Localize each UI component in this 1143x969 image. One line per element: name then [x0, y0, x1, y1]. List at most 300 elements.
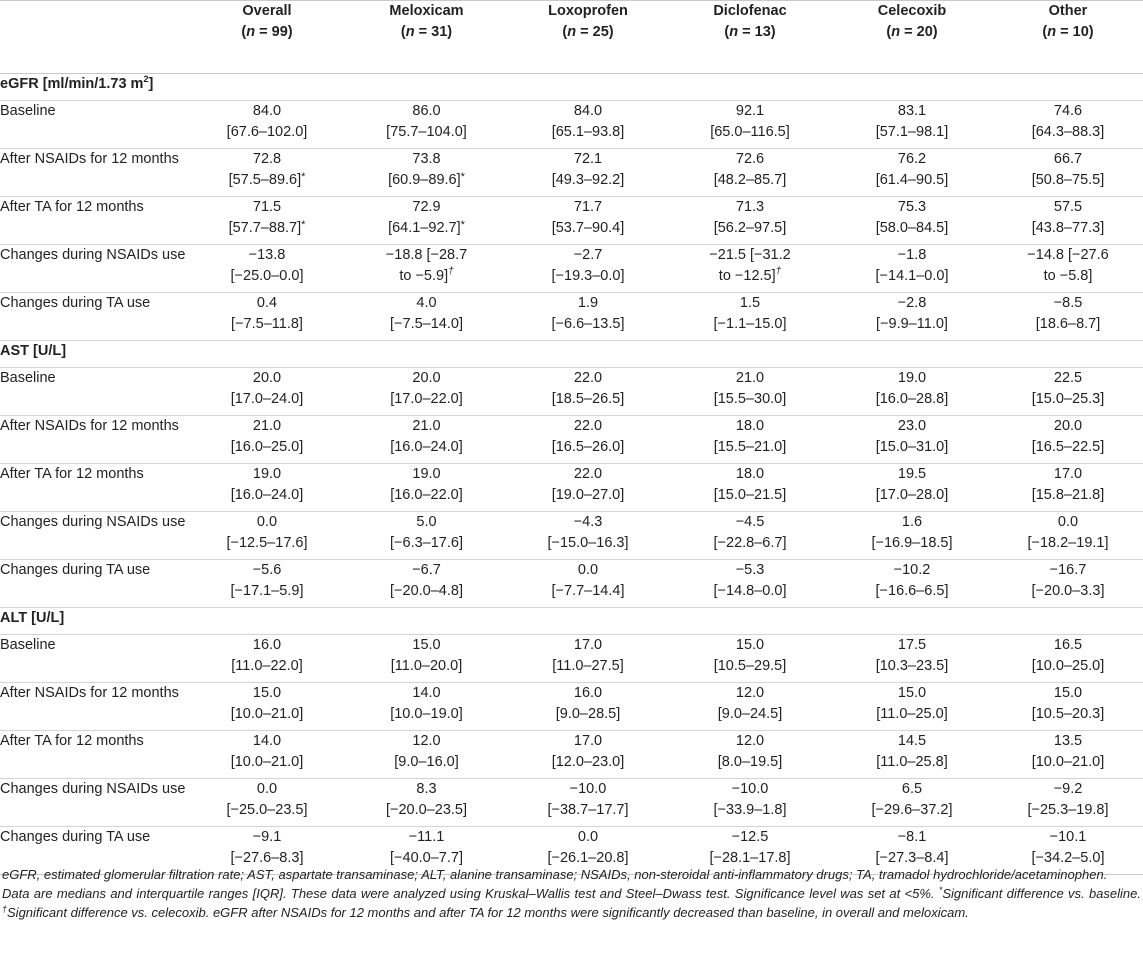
cell-median: 19.0	[412, 466, 441, 482]
table-cell	[993, 512, 1143, 560]
n-label: n	[567, 24, 577, 40]
cell-median: 72.9	[412, 199, 441, 215]
cell-median: 15.0	[897, 685, 927, 701]
table-row	[0, 197, 1143, 245]
cell-median: −13.8	[248, 247, 286, 263]
cell-median: −10.0	[569, 781, 607, 797]
cell-range: [−38.7–17.7]	[547, 802, 629, 818]
cell-median: 12.0	[412, 733, 441, 749]
cell-range: [16.0–24.0]	[230, 487, 304, 503]
table-cell	[346, 635, 507, 683]
cell-median: −6.7	[412, 562, 441, 578]
cell-range: [−7.7–14.4]	[551, 583, 625, 599]
table-cell	[669, 197, 831, 245]
table-cell	[669, 293, 831, 341]
table-cell	[993, 779, 1143, 827]
cell-median: 17.0	[573, 637, 603, 653]
footnote-star-text: Significant difference vs. baseline.	[942, 886, 1141, 901]
column-name: Loxoprofen	[548, 3, 628, 19]
cell-range: [−19.3–0.0]	[551, 268, 625, 284]
table-cell	[669, 101, 831, 149]
table-cell	[188, 512, 346, 560]
cell-median: −2.7	[573, 247, 603, 263]
section-title	[0, 608, 1143, 635]
cell-median: 19.0	[897, 370, 927, 386]
cell-range: to −5.9]	[399, 268, 449, 284]
column-header: Celecoxib (n = 20)	[831, 1, 993, 74]
cell-range: [−1.1–15.0]	[713, 316, 787, 332]
cell-median: −1.8	[897, 247, 927, 263]
cell-range: [−20.0–23.5]	[385, 802, 468, 818]
cell-median: 15.0	[1053, 685, 1083, 701]
cell-median: 1.6	[901, 514, 923, 530]
cell-median: 8.3	[416, 781, 437, 797]
row-label: After NSAIDs for 12 months	[0, 149, 188, 197]
table-cell	[831, 149, 993, 197]
cell-median: 84.0	[252, 103, 282, 119]
cell-range: [57.1–98.1]	[875, 124, 949, 140]
row-label: Changes during NSAIDs use	[0, 245, 188, 293]
cell-range: [16.0–22.0]	[390, 487, 463, 503]
cell-median: 16.5	[1053, 637, 1083, 653]
row-label: Changes during NSAIDs use	[0, 512, 188, 560]
cell-range: [8.0–19.5]	[717, 754, 783, 770]
cell-median: 0.0	[256, 514, 278, 530]
table-cell	[507, 245, 669, 293]
cell-median: 16.0	[252, 637, 282, 653]
table-cell	[669, 464, 831, 512]
section-title-text: ALT [U/L]	[0, 610, 65, 626]
cell-range: [16.0–24.0]	[390, 439, 463, 455]
cell-median: 22.5	[1053, 370, 1083, 386]
cell-range: [65.0–116.5]	[710, 124, 790, 140]
cell-range: [16.5–26.0]	[551, 439, 625, 455]
cell-median: −11.1	[408, 829, 445, 845]
cell-range: [15.5–30.0]	[713, 391, 787, 407]
cell-median: 0.4	[256, 295, 278, 311]
table-cell	[346, 512, 507, 560]
table-cell	[346, 416, 507, 464]
cell-median: 22.0	[573, 370, 603, 386]
column-name: Meloxicam	[389, 3, 464, 19]
column-name: Overall	[242, 3, 292, 19]
table-cell	[507, 368, 669, 416]
cell-range: [10.0–19.0]	[390, 706, 463, 722]
cell-range: [18.5–26.5]	[551, 391, 625, 407]
table-footnotes	[2, 865, 1141, 922]
cell-range: [57.5–89.6]	[228, 172, 302, 188]
table-cell	[831, 731, 993, 779]
significance-mark: *	[460, 219, 465, 231]
table-cell	[346, 779, 507, 827]
row-label: Changes during NSAIDs use	[0, 779, 188, 827]
cell-range: [−15.0–16.3]	[547, 535, 629, 551]
table-cell	[507, 635, 669, 683]
cell-median: 23.0	[897, 418, 927, 434]
cell-range: [10.5–29.5]	[713, 658, 787, 674]
cell-median: −2.8	[897, 295, 927, 311]
table-row	[0, 149, 1143, 197]
cell-median: −9.2	[1053, 781, 1083, 797]
table-cell	[188, 197, 346, 245]
cell-median: 71.7	[573, 199, 603, 215]
column-header: Overall (n = 99)	[188, 1, 346, 74]
n-label: n	[405, 24, 415, 40]
cell-range: [−9.9–11.0]	[876, 316, 948, 332]
cell-median: 17.5	[897, 637, 927, 653]
cell-range: [16.5–22.5]	[1031, 439, 1105, 455]
column-header: Loxoprofen (n = 25)	[507, 1, 669, 74]
row-label: After NSAIDs for 12 months	[0, 683, 188, 731]
section-title	[0, 74, 1143, 101]
table-row	[0, 731, 1143, 779]
column-n: 31	[431, 24, 448, 40]
table-cell	[507, 779, 669, 827]
cell-median: −5.3	[735, 562, 765, 578]
cell-range: [−25.0–23.5]	[226, 802, 308, 818]
cell-median: −8.5	[1053, 295, 1083, 311]
section-title	[0, 341, 1143, 368]
cell-median: 17.0	[573, 733, 603, 749]
table-cell	[669, 779, 831, 827]
cell-range: [−20.0–3.3]	[1031, 583, 1105, 599]
column-n: 99	[271, 24, 288, 40]
cell-median: 20.0	[412, 370, 441, 386]
cell-range: [−33.9–1.8]	[713, 802, 787, 818]
cell-median: −10.2	[893, 562, 931, 578]
cell-median: −5.6	[252, 562, 282, 578]
cell-range: [11.0–25.0]	[876, 706, 948, 722]
table-cell	[507, 683, 669, 731]
table-cell	[993, 416, 1143, 464]
table-cell	[993, 683, 1143, 731]
cell-median: 1.9	[577, 295, 599, 311]
table-cell	[507, 293, 669, 341]
cell-range: [−6.3–17.6]	[390, 535, 463, 551]
table-cell	[993, 560, 1143, 608]
cell-range: [11.0–22.0]	[231, 658, 303, 674]
cell-range: [−7.5–11.8]	[231, 316, 303, 332]
table-cell	[831, 560, 993, 608]
table-cell	[188, 560, 346, 608]
cell-median: 66.7	[1053, 151, 1083, 167]
table-cell	[831, 464, 993, 512]
cell-median: 0.0	[256, 781, 278, 797]
cell-range: [56.2–97.5]	[713, 220, 787, 236]
cell-median: 16.0	[573, 685, 603, 701]
table-cell	[993, 149, 1143, 197]
table-cell	[346, 683, 507, 731]
cell-range: [10.0–21.0]	[230, 706, 304, 722]
significance-mark: *	[460, 171, 465, 183]
cell-range: [53.7–90.4]	[551, 220, 625, 236]
table-cell	[831, 512, 993, 560]
cell-median: 14.0	[252, 733, 282, 749]
table-cell	[669, 683, 831, 731]
cell-median: 72.6	[735, 151, 765, 167]
cell-range: [9.0–28.5]	[555, 706, 621, 722]
cell-median: −4.5	[735, 514, 765, 530]
section-title-text: AST [U/L]	[0, 343, 67, 359]
cell-median: −10.1	[1049, 829, 1087, 845]
cell-median: 22.0	[573, 418, 603, 434]
cell-median: 74.6	[1053, 103, 1083, 119]
cell-range: [17.0–22.0]	[390, 391, 463, 407]
table-cell	[831, 779, 993, 827]
cell-range: [17.0–28.0]	[875, 487, 949, 503]
cell-median: −18.8 [−28.7	[385, 247, 468, 263]
table-cell	[188, 635, 346, 683]
table-cell	[831, 245, 993, 293]
table-cell	[188, 779, 346, 827]
row-label: Changes during TA use	[0, 293, 188, 341]
table-row	[0, 416, 1143, 464]
table-cell	[346, 464, 507, 512]
table-cell	[507, 560, 669, 608]
header-blank	[0, 1, 188, 74]
column-n: 10	[1072, 24, 1089, 40]
table-cell	[669, 560, 831, 608]
cell-range: [15.0–31.0]	[875, 439, 949, 455]
cell-range: [43.8–77.3]	[1031, 220, 1105, 236]
table-cell	[993, 368, 1143, 416]
table-cell	[507, 416, 669, 464]
cell-range: [10.3–23.5]	[875, 658, 949, 674]
cell-median: 20.0	[1053, 418, 1083, 434]
cell-median: −10.0	[731, 781, 769, 797]
cell-median: −14.8 [−27.6	[1027, 247, 1109, 263]
cell-range: [10.0–21.0]	[1031, 754, 1105, 770]
footnote-method: Data are medians and interquartile ranges [IQR]. These data were analyzed using Kruskal–Wallis test and Steel–Dwass test. Significance level was set at <5%.	[2, 886, 939, 901]
cell-range: [10.0–25.0]	[1031, 658, 1105, 674]
cell-median: 21.0	[412, 418, 441, 434]
cell-range: [−17.1–5.9]	[230, 583, 304, 599]
column-name: Other	[1048, 3, 1088, 19]
table-row	[0, 245, 1143, 293]
table-cell	[507, 512, 669, 560]
table-body	[0, 74, 1143, 875]
row-label: Baseline	[0, 635, 188, 683]
table-cell	[669, 245, 831, 293]
table-row	[0, 683, 1143, 731]
cell-median: 19.0	[252, 466, 282, 482]
cell-median: 92.1	[735, 103, 765, 119]
column-header: Other (n = 10)	[993, 1, 1143, 74]
table-cell	[669, 149, 831, 197]
cell-range: [65.1–93.8]	[551, 124, 625, 140]
cell-median: 17.0	[1053, 466, 1083, 482]
table-cell	[993, 464, 1143, 512]
cell-median: −4.3	[573, 514, 603, 530]
cell-median: 86.0	[412, 103, 441, 119]
cell-range: [57.7–88.7]	[228, 220, 302, 236]
cell-range: [−16.6–6.5]	[875, 583, 949, 599]
header-row	[0, 1, 1143, 74]
table-cell	[188, 293, 346, 341]
cell-range: [75.7–104.0]	[386, 124, 467, 140]
cell-median: 13.5	[1053, 733, 1083, 749]
cell-median: 4.0	[416, 295, 437, 311]
cell-range: [−12.5–17.6]	[226, 535, 308, 551]
section-title-end: ]	[148, 76, 154, 92]
cell-median: 20.0	[252, 370, 282, 386]
cell-median: 21.0	[252, 418, 282, 434]
table-cell	[669, 416, 831, 464]
cell-median: 14.0	[412, 685, 441, 701]
table-cell	[188, 731, 346, 779]
row-label: After NSAIDs for 12 months	[0, 416, 188, 464]
cell-range: [11.0–25.8]	[876, 754, 948, 770]
table-row	[0, 512, 1143, 560]
table-cell	[346, 149, 507, 197]
cell-range: [15.5–21.0]	[713, 439, 787, 455]
cell-range: [−6.6–13.5]	[551, 316, 625, 332]
cell-range: [9.0–16.0]	[394, 754, 459, 770]
cell-range: [−14.1–0.0]	[875, 268, 949, 284]
cell-median: 14.5	[897, 733, 927, 749]
section-title-text: eGFR [ml/min/1.73 m	[0, 76, 144, 92]
cell-range: [50.8–75.5]	[1031, 172, 1105, 188]
cell-range: [−20.0–4.8]	[390, 583, 463, 599]
table-cell	[346, 101, 507, 149]
cell-median: 73.8	[412, 151, 441, 167]
cell-median: 18.0	[735, 418, 765, 434]
row-label: After TA for 12 months	[0, 197, 188, 245]
cell-range: [−29.6–37.2]	[871, 802, 953, 818]
table-cell	[188, 245, 346, 293]
column-header: Diclofenac (n = 13)	[669, 1, 831, 74]
cell-range: [−40.0–7.7]	[390, 850, 463, 866]
cell-median: 1.5	[739, 295, 761, 311]
footnote-dagger-text: Significant difference vs. celecoxib. eGFR after NSAIDs for 12 months and after TA for 12 months were significantly decreased than baseline, in overall and meloxicam.	[7, 905, 969, 920]
table-cell	[993, 293, 1143, 341]
cell-range: [48.2–85.7]	[713, 172, 787, 188]
column-n: 25	[592, 24, 609, 40]
cell-range: [10.0–21.0]	[230, 754, 304, 770]
cell-median: 84.0	[573, 103, 603, 119]
cell-range: [16.0–25.0]	[230, 439, 304, 455]
cell-range: [49.3–92.2]	[551, 172, 625, 188]
cell-range: [−28.1–17.8]	[709, 850, 791, 866]
cell-range: to −5.8]	[1043, 268, 1093, 284]
cell-median: 57.5	[1053, 199, 1083, 215]
table-cell	[346, 293, 507, 341]
cell-range: [−25.0–0.0]	[230, 268, 304, 284]
table-cell	[993, 731, 1143, 779]
table-row	[0, 560, 1143, 608]
cell-range: [16.0–28.8]	[875, 391, 949, 407]
cell-range: [61.4–90.5]	[875, 172, 949, 188]
table-cell	[346, 368, 507, 416]
cell-range: [15.0–21.5]	[713, 487, 787, 503]
table-cell	[831, 368, 993, 416]
cell-median: 12.0	[735, 733, 765, 749]
table-cell	[507, 731, 669, 779]
section-row	[0, 74, 1143, 101]
cell-median: 83.1	[897, 103, 927, 119]
cell-median: 76.2	[897, 151, 927, 167]
cell-range: [17.0–24.0]	[230, 391, 304, 407]
cell-range: [15.8–21.8]	[1031, 487, 1105, 503]
cell-median: 5.0	[416, 514, 437, 530]
significance-mark: *	[301, 219, 306, 231]
cell-range: [−26.1–20.8]	[547, 850, 629, 866]
row-label: Changes during TA use	[0, 827, 188, 875]
significance-mark: †	[448, 266, 454, 277]
cell-range: [−7.5–14.0]	[390, 316, 463, 332]
significance-mark: *	[301, 171, 306, 183]
cell-median: 0.0	[1057, 514, 1079, 530]
table-cell	[831, 197, 993, 245]
section-title-sup: 2	[143, 74, 149, 84]
table-row	[0, 101, 1143, 149]
cell-median: −9.1	[252, 829, 282, 845]
n-label: n	[729, 24, 739, 40]
table-cell	[993, 635, 1143, 683]
section-row	[0, 608, 1143, 635]
table-cell	[669, 368, 831, 416]
significance-mark: †	[775, 266, 782, 277]
cell-median: 0.0	[577, 829, 599, 845]
cell-range: [18.6–8.7]	[1035, 316, 1101, 332]
row-label: Changes during TA use	[0, 560, 188, 608]
table-cell	[507, 464, 669, 512]
table-cell	[669, 731, 831, 779]
footnote-abbreviations: eGFR, estimated glomerular filtration rate; AST, aspartate transaminase; ALT, alanine transaminase; NSAIDs, non-steroidal anti-inflammatory drugs; TA, tramadol hydrochloride/acetaminophen.	[2, 867, 1108, 882]
cell-range: [−18.2–19.1]	[1027, 535, 1109, 551]
cell-median: 22.0	[573, 466, 603, 482]
table-cell	[993, 101, 1143, 149]
table-row	[0, 779, 1143, 827]
column-header: Meloxicam (n = 31)	[346, 1, 507, 74]
cell-range: [60.9–89.6]	[388, 172, 461, 188]
cell-range: [−34.2–5.0]	[1031, 850, 1105, 866]
cell-median: 15.0	[252, 685, 282, 701]
table-cell	[188, 416, 346, 464]
table-cell	[346, 245, 507, 293]
table-cell	[188, 368, 346, 416]
cell-range: [−14.8–0.0]	[713, 583, 787, 599]
cell-median: 12.0	[735, 685, 765, 701]
cell-median: 71.3	[735, 199, 765, 215]
cell-range: [15.0–25.3]	[1031, 391, 1105, 407]
cell-range: [−22.8–6.7]	[713, 535, 787, 551]
cell-range: [11.0–20.0]	[390, 658, 463, 674]
row-label: Baseline	[0, 368, 188, 416]
cell-range: [64.1–92.7]	[388, 220, 461, 236]
table-cell	[346, 197, 507, 245]
table-cell	[669, 635, 831, 683]
cell-median: 15.0	[735, 637, 765, 653]
cell-range: [−27.6–8.3]	[230, 850, 304, 866]
table-cell	[188, 464, 346, 512]
n-label: n	[246, 24, 256, 40]
footnote-data-note	[2, 884, 1141, 922]
cell-median: 71.5	[252, 199, 282, 215]
table-cell	[831, 293, 993, 341]
cell-median: −12.5	[731, 829, 769, 845]
cell-range: [12.0–23.0]	[551, 754, 625, 770]
cell-median: 72.1	[573, 151, 603, 167]
cell-range: [58.0–84.5]	[875, 220, 949, 236]
table-cell	[831, 683, 993, 731]
footnote-dagger-mark: †	[2, 904, 8, 914]
cell-median: 72.8	[252, 151, 282, 167]
table-cell	[993, 245, 1143, 293]
column-n: 20	[916, 24, 933, 40]
table-cell	[831, 635, 993, 683]
table-cell	[188, 101, 346, 149]
